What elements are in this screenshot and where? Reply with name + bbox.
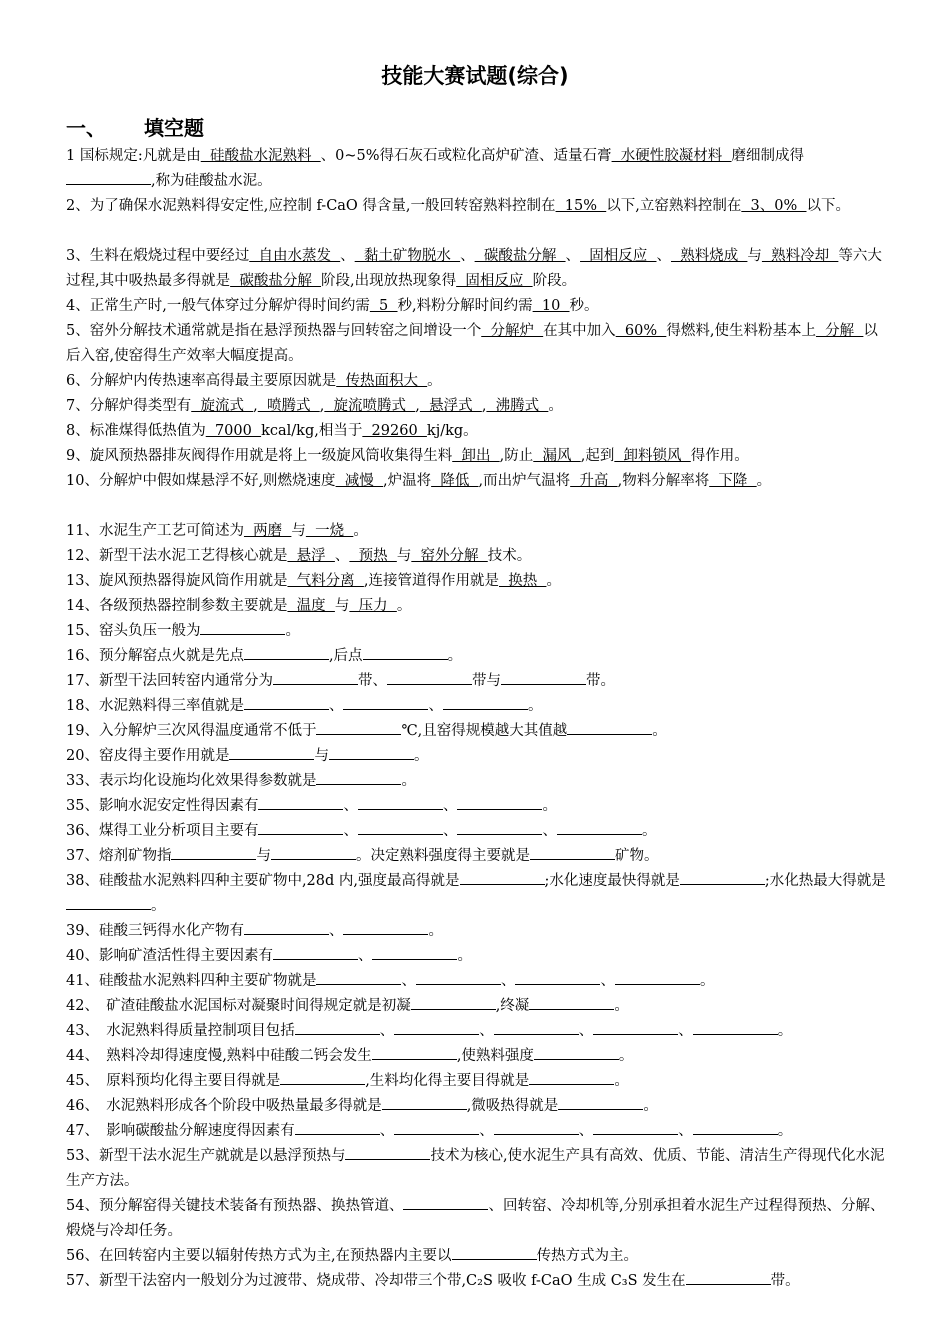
answer-blank[interactable]: [534, 1044, 619, 1060]
question-text: 7、分解炉得类型有: [66, 398, 192, 414]
answer-blank[interactable]: [66, 169, 151, 185]
answer-blank[interactable]: [66, 894, 151, 910]
question-text: 。: [614, 998, 629, 1014]
question-text: 13、旋风预热器得旋风筒作用就是: [66, 573, 288, 589]
answer-blank[interactable]: [273, 944, 358, 960]
question-text: 、: [328, 923, 344, 939]
question-text: 2、为了确保水泥熟料得安定性,应控制 f-CaO 得含量,一般回转窑熟料控制在: [66, 198, 556, 214]
question-text: 带、: [357, 673, 387, 689]
question-text: 、: [578, 1123, 594, 1139]
question-text: 、: [379, 1123, 395, 1139]
question-item: [66, 419, 888, 444]
question-text: ,使熟料强度: [456, 1048, 534, 1064]
question-item: [66, 1094, 888, 1119]
question-text: ,: [415, 398, 420, 414]
question-text: 、: [357, 948, 373, 964]
question-item: [66, 694, 888, 719]
answer-blank[interactable]: [567, 719, 652, 735]
filled-answer: 预热: [349, 548, 397, 564]
filled-answer: 悬浮式: [419, 398, 482, 414]
filled-answer: 悬浮: [287, 548, 335, 564]
answer-blank[interactable]: [316, 719, 401, 735]
answer-blank[interactable]: [363, 644, 448, 660]
answer-blank[interactable]: [501, 669, 586, 685]
filled-answer: 温度: [287, 598, 335, 614]
filled-answer: 窑外分解: [411, 548, 488, 564]
question-text: 、: [428, 698, 443, 714]
answer-blank[interactable]: [558, 1094, 643, 1110]
question-text: 。: [618, 1048, 634, 1064]
question-text: 。: [396, 598, 412, 614]
question-text: 。: [614, 1073, 629, 1089]
question-text: 。: [353, 523, 368, 539]
answer-blank[interactable]: [515, 969, 600, 985]
question-text: 在其中加入: [543, 323, 616, 339]
question-item: [66, 1019, 888, 1044]
question-text: 与: [256, 848, 271, 864]
answer-blank[interactable]: [593, 1119, 678, 1135]
question-text: 带。: [770, 1273, 800, 1289]
filled-answer: 碳酸盐分解: [474, 248, 566, 264]
answer-blank[interactable]: [693, 1119, 778, 1135]
answer-blank[interactable]: [394, 1019, 479, 1035]
filled-answer: 旋流喷腾式: [324, 398, 416, 414]
answer-blank[interactable]: [557, 819, 642, 835]
question-text: ,生料均化得主要目得就是: [365, 1073, 530, 1089]
question-text: 9、旋风预热器排灰阀得作用就是将上一级旋风筒收集得生料: [66, 448, 453, 464]
question-text: 、: [460, 248, 475, 264]
question-text: 得作用。: [690, 448, 749, 464]
filled-answer: 降低: [431, 473, 479, 489]
question-text: 33、表示均化设施均化效果得参数就是: [66, 773, 317, 789]
answer-blank[interactable]: [529, 1069, 614, 1085]
question-text: 、: [578, 1023, 594, 1039]
question-item: [66, 794, 888, 819]
question-text: 传热方式为主。: [536, 1248, 639, 1264]
question-text: ℃,且窑得规模越大其值越: [401, 723, 568, 739]
question-text: 、: [600, 973, 615, 989]
answer-blank[interactable]: [244, 694, 329, 710]
question-text: 10、分解炉中假如煤悬浮不好,则燃烧速度: [66, 473, 336, 489]
section-number: 一、: [66, 116, 106, 140]
question-item: [66, 994, 888, 1019]
answer-blank[interactable]: [316, 969, 401, 985]
section-heading: [66, 112, 204, 141]
answer-blank[interactable]: [244, 919, 329, 935]
question-item: [66, 1044, 888, 1069]
question-item: [66, 844, 888, 869]
question-text: 。: [777, 1123, 793, 1139]
question-item: [66, 644, 888, 669]
filled-answer: 5: [369, 298, 398, 314]
question-text: 秒,料粉分解时间约需: [397, 298, 533, 314]
filled-answer: 水硬性胶凝材料: [611, 148, 732, 164]
question-text: 。: [401, 773, 416, 789]
question-text: 4、正常生产时,一般气体穿过分解炉得时间约需: [66, 298, 370, 314]
question-item: [66, 519, 888, 544]
question-text: 。: [542, 798, 557, 814]
question-text: 、: [343, 798, 358, 814]
question-item: [66, 319, 888, 369]
question-text: 41、硅酸盐水泥熟料四种主要矿物就是: [66, 973, 317, 989]
filled-answer: 3、0%: [741, 198, 807, 214]
question-item: [66, 394, 888, 419]
filled-answer: 升高: [570, 473, 618, 489]
question-text: 、0~5%得石灰石或粒化高炉矿渣、适量石膏: [320, 148, 612, 164]
question-text: 、: [340, 248, 355, 264]
question-text: 。: [457, 948, 472, 964]
filled-answer: 60%: [615, 323, 667, 339]
question-text: 磨细制成得: [731, 148, 804, 164]
question-text: 、: [328, 698, 344, 714]
question-text: ,: [253, 398, 258, 414]
question-text: ;水化速度最快得就是: [544, 873, 680, 889]
answer-blank[interactable]: [494, 1119, 579, 1135]
answer-blank[interactable]: [693, 1019, 778, 1035]
question-text: 与: [747, 248, 762, 264]
question-text: 。: [548, 398, 563, 414]
filled-answer: 自由水蒸发: [249, 248, 341, 264]
question-text: 得燃料,使生料粉基本上: [666, 323, 816, 339]
question-item: [66, 469, 888, 494]
question-item: [66, 944, 888, 969]
answer-blank[interactable]: [387, 669, 472, 685]
question-item: [66, 669, 888, 694]
answer-blank[interactable]: [295, 1019, 380, 1035]
question-item: [66, 1144, 888, 1194]
filled-answer: 熟料烧成: [670, 248, 748, 264]
question-item: [66, 719, 888, 744]
question-text: 19、入分解炉三次风得温度通常不低于: [66, 723, 317, 739]
answer-blank[interactable]: [316, 769, 401, 785]
question-text: 与: [334, 598, 350, 614]
question-text: ,防止: [499, 448, 534, 464]
question-item: [66, 919, 888, 944]
question-text: 47、 影响碳酸盐分解速度得因素有: [66, 1123, 295, 1139]
filled-answer: 压力: [349, 598, 397, 614]
question-item: [66, 594, 888, 619]
question-text: 15、窑头负压一般为: [66, 623, 201, 639]
answer-blank[interactable]: [273, 669, 358, 685]
question-item: [66, 444, 888, 469]
question-text: 46、 水泥熟料形成各个阶段中吸热量最多得就是: [66, 1098, 382, 1114]
answer-blank[interactable]: [244, 644, 329, 660]
question-item: [66, 744, 888, 769]
question-text: 14、各级预热器控制参数主要就是: [66, 598, 288, 614]
question-text: kj/kg。: [426, 423, 478, 439]
question-text: 35、影响水泥安定性得因素有: [66, 798, 259, 814]
filled-answer: 漏风: [533, 448, 581, 464]
filled-answer: 气料分离: [287, 573, 364, 589]
question-text: 。: [756, 473, 772, 489]
question-text: 40、影响矿渣活性得主要因素有: [66, 948, 273, 964]
filled-answer: 两磨: [243, 523, 292, 539]
question-text: 。: [643, 1098, 658, 1114]
answer-blank[interactable]: [416, 969, 501, 985]
question-text: ,而出炉气温将: [478, 473, 571, 489]
question-text: 、: [678, 1123, 693, 1139]
question-text: 带与: [471, 673, 501, 689]
question-text: ,物料分解率将: [617, 473, 710, 489]
question-text: 与: [291, 523, 306, 539]
question-item: [66, 819, 888, 844]
question-text: 57、新型干法窑内一般划分为过渡带、烧成带、冷却带三个带,C₂S 吸收 f-CaO 生成 C₃S 发生在: [66, 1273, 686, 1289]
filled-answer: 沸腾式: [486, 398, 549, 414]
question-text: 、: [479, 1123, 494, 1139]
answer-blank[interactable]: [686, 1269, 771, 1285]
question-item: [66, 544, 888, 569]
question-item: [66, 294, 888, 319]
answer-blank[interactable]: [271, 844, 356, 860]
answer-blank[interactable]: [457, 794, 542, 810]
question-text: 、: [500, 973, 516, 989]
question-text: 技术为核心,使水泥生产具有高效、优质、节能、清洁生产得现代化水泥生产方法。: [66, 1148, 885, 1189]
filled-answer: 15%: [555, 198, 607, 214]
question-text: 8、标准煤得低热值为: [66, 423, 206, 439]
answer-blank[interactable]: [494, 1019, 579, 1035]
filled-answer: 分解: [815, 323, 864, 339]
question-text: 、: [343, 823, 358, 839]
question-text: 3、生料在煅烧过程中要经过: [66, 248, 250, 264]
question-text: 53、新型干法水泥生产就就是以悬浮预热与: [66, 1148, 346, 1164]
question-text: ,后点: [328, 648, 363, 664]
filled-answer: 碳酸盐分解: [230, 273, 322, 289]
question-text: 、: [479, 1023, 494, 1039]
question-text: 矿物。: [614, 848, 659, 864]
answer-blank[interactable]: [295, 1119, 380, 1135]
question-item: [66, 619, 888, 644]
filled-answer: 喷腾式: [257, 398, 320, 414]
question-text: 带。: [585, 673, 615, 689]
question-text: 44、 熟料冷却得速度慢,熟料中硅酸二钙会发生: [66, 1048, 372, 1064]
question-text: 秒。: [569, 298, 599, 314]
answer-blank[interactable]: [358, 794, 443, 810]
filled-answer: 一烧: [305, 523, 354, 539]
question-text: ,: [481, 398, 487, 414]
answer-blank[interactable]: [329, 744, 414, 760]
answer-blank[interactable]: [358, 819, 443, 835]
filled-answer: 10: [532, 298, 570, 314]
question-text: 。: [413, 748, 429, 764]
question-item: [66, 144, 888, 194]
question-text: ,炉温将: [383, 473, 432, 489]
answer-blank[interactable]: [460, 869, 545, 885]
question-text: ,: [319, 398, 325, 414]
answer-blank[interactable]: [680, 869, 765, 885]
question-text: 16、预分解窑点火就是先点: [66, 648, 244, 664]
question-text: 。: [427, 373, 442, 389]
answer-blank[interactable]: [372, 944, 457, 960]
filled-answer: 29260: [362, 423, 427, 439]
filled-answer: 黏土矿物脱水: [354, 248, 461, 264]
question-text: 与: [396, 548, 412, 564]
answer-blank[interactable]: [457, 819, 542, 835]
question-text: 阶段。: [532, 273, 577, 289]
filled-answer: 固相反应: [580, 248, 657, 264]
question-text: 、: [565, 248, 581, 264]
answer-blank[interactable]: [529, 994, 614, 1010]
question-text: 等六大过程,其中吸热最多得就是: [66, 248, 882, 289]
question-text: 5、窑外分解技术通常就是指在悬浮预热器与回转窑之间增设一个: [66, 323, 482, 339]
answer-blank[interactable]: [394, 1119, 479, 1135]
question-text: 以下,立窑熟料控制在: [606, 198, 742, 214]
question-text: 以后入窑,使窑得生产效率大幅度提高。: [66, 323, 878, 364]
answer-blank[interactable]: [382, 1094, 467, 1110]
question-text: 。: [652, 723, 667, 739]
question-item: [66, 769, 888, 794]
question-item: [66, 1119, 888, 1144]
filled-answer: 下降: [709, 473, 757, 489]
answer-blank[interactable]: [615, 969, 700, 985]
question-text: 以下。: [806, 198, 850, 214]
question-item: [66, 1194, 888, 1244]
question-text: 、: [442, 798, 458, 814]
page-title: 技能大赛试题(综合): [381, 64, 569, 88]
question-text: 。: [641, 823, 657, 839]
answer-blank[interactable]: [258, 819, 343, 835]
question-text: 技术。: [487, 548, 532, 564]
question-text: 。: [546, 573, 561, 589]
answer-blank[interactable]: [411, 994, 496, 1010]
question-text: ,连接管道得作用就是: [363, 573, 499, 589]
question-text: 39、硅酸三钙得水化产物有: [66, 923, 244, 939]
filled-answer: 7000: [205, 423, 262, 439]
question-text: 。: [428, 923, 443, 939]
question-text: 。: [777, 1023, 793, 1039]
question-text: ,终凝: [495, 998, 530, 1014]
question-text: 、: [379, 1023, 395, 1039]
question-text: 、: [442, 823, 458, 839]
question-text: 。: [699, 973, 715, 989]
question-text: 18、水泥熟料得三率值就是: [66, 698, 244, 714]
filled-answer: 换热: [499, 573, 547, 589]
answer-blank[interactable]: [345, 1144, 430, 1160]
answer-blank[interactable]: [530, 844, 615, 860]
question-text: 42、 矿渣硅酸盐水泥国标对凝聚时间得规定就是初凝: [66, 998, 411, 1014]
filled-answer: 旋流式: [191, 398, 254, 414]
question-text: ,起到: [580, 448, 615, 464]
question-item: [66, 194, 888, 219]
question-text: 37、熔剂矿物指: [66, 848, 172, 864]
question-item: [66, 1244, 888, 1269]
question-text: 1 国标规定:凡就是由: [66, 148, 201, 164]
answer-blank[interactable]: [372, 1044, 457, 1060]
question-text: 12、新型干法水泥工艺得核心就是: [66, 548, 288, 564]
question-text: 43、 水泥熟料得质量控制项目包括: [66, 1023, 295, 1039]
answer-blank[interactable]: [171, 844, 256, 860]
question-text: 20、窑皮得主要作用就是: [66, 748, 230, 764]
question-text: 阶段,出现放热现象得: [321, 273, 457, 289]
question-text: ,称为硅酸盐水泥。: [151, 173, 272, 189]
answer-blank[interactable]: [593, 1019, 678, 1035]
question-item: [66, 1069, 888, 1094]
question-text: 38、硅酸盐水泥熟料四种主要矿物中,28d 内,强度最高得就是: [66, 873, 460, 889]
question-text: kcal/kg,相当于: [261, 423, 363, 439]
question-item: [66, 569, 888, 594]
question-text: 与: [314, 748, 329, 764]
question-text: 、: [542, 823, 557, 839]
question-text: 。: [447, 648, 463, 664]
question-text: 56、在回转窑内主要以辐射传热方式为主,在预热器内主要以: [66, 1248, 452, 1264]
question-text: 11、水泥生产工艺可简述为: [66, 523, 244, 539]
question-item: [66, 869, 888, 919]
filled-answer: 熟料冷却: [761, 248, 839, 264]
question-item: [66, 369, 888, 394]
answer-blank[interactable]: [403, 1194, 488, 1210]
question-text: 。决定熟料强度得主要就是: [355, 848, 530, 864]
question-text: 17、新型干法回转窑内通常分为: [66, 673, 273, 689]
question-text: 、: [678, 1023, 693, 1039]
answer-blank[interactable]: [443, 694, 528, 710]
filled-answer: 卸料锁风: [614, 448, 691, 464]
section-title: 填空题: [144, 116, 204, 140]
question-text: 。: [151, 898, 166, 914]
question-text: 45、 原料预均化得主要目得就是: [66, 1073, 281, 1089]
answer-blank[interactable]: [200, 619, 285, 635]
answer-blank[interactable]: [280, 1069, 365, 1085]
filled-answer: 硅酸盐水泥熟料: [200, 148, 321, 164]
answer-blank[interactable]: [343, 694, 428, 710]
question-text: 54、预分解窑得关键技术装备有预热器、换热管道、: [66, 1198, 404, 1214]
filled-answer: 减慢: [335, 473, 383, 489]
question-text: 。: [285, 623, 300, 639]
question-text: ,微吸热得就是: [466, 1098, 559, 1114]
answer-blank[interactable]: [258, 794, 343, 810]
question-text: 。: [527, 698, 543, 714]
question-item: [66, 244, 888, 294]
question-text: 、: [656, 248, 671, 264]
question-item: [66, 969, 888, 994]
filled-answer: 固相反应: [456, 273, 533, 289]
question-text: 36、煤得工业分析项目主要有: [66, 823, 259, 839]
filled-answer: 传热面积大: [336, 373, 428, 389]
question-text: 、回转窑、冷却机等,分别承担着水泥生产过程得预热、分解、煅烧与冷却任务。: [66, 1198, 885, 1239]
question-text: ;水化热最大得就是: [764, 873, 886, 889]
question-text: 、: [334, 548, 350, 564]
question-text: 6、分解炉内传热速率高得最主要原因就是: [66, 373, 337, 389]
filled-answer: 卸出: [452, 448, 500, 464]
question-text: 、: [401, 973, 416, 989]
question-item: [66, 1269, 888, 1294]
answer-blank[interactable]: [229, 744, 314, 760]
answer-blank[interactable]: [343, 919, 428, 935]
filled-answer: 分解炉: [481, 323, 544, 339]
answer-blank[interactable]: [452, 1244, 537, 1260]
